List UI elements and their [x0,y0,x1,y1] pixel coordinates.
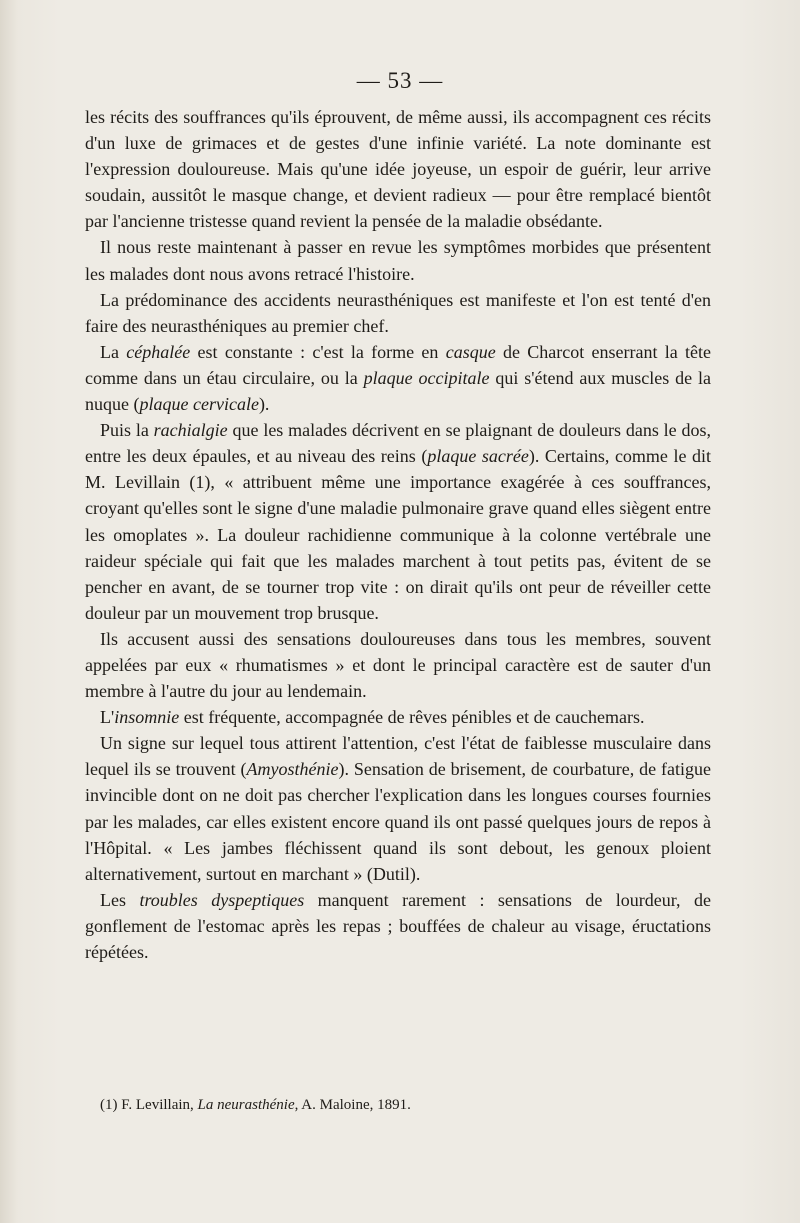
text-run: de Charcot enserrant la tête comme dans un étau circulaire, ou la [85,341,712,388]
italic-term: Amyosthénie [246,759,339,780]
paragraph [85,417,711,626]
italic-term: plaque occipitale [363,367,490,388]
text-run: manquent rarement : sensations de lourdeur, de gonflement de l'estomac après les repas ; bouffées de chaleur au visage, éructations répétées. [85,889,711,962]
paragraph [85,104,711,234]
paragraph [85,730,711,887]
text-run: qui s'étend aux muscles de la nuque ( [85,367,712,415]
paragraph [85,704,711,730]
italic-term: plaque sacrée [427,446,529,467]
paragraph [85,287,711,339]
text-run: que les malades décrivent en se plaignant de douleurs dans le dos, entre les deux épaules, et au niveau des reins ( [85,420,711,467]
text-run: La [100,341,127,362]
italic-term: La neurasthénie [197,1097,295,1113]
italic-term: rachialgie [153,420,228,441]
text-run: les récits des souffrances qu'ils éprouvent, de même aussi, ils accompagnent ces récits d'un luxe de grimaces et de gestes d'une infinie variété. La note dominante est l'expression douloureuse. Mais qu'une idée joyeuse, un espoir de guérir, leur arrive soudain, aussitôt le masque change, et devient radieux — pour être remplacé bientôt par l'ancienne tristesse quand revient la pensée de la maladie obsédante. [85,107,711,232]
italic-term: plaque cervicale [139,394,259,415]
text-run: Puis la [100,420,154,441]
text-run: (1) F. Levillain, [100,1097,198,1113]
paragraph [85,626,711,704]
italic-term: céphalée [126,341,191,362]
italic-term: insomnie [114,707,180,728]
text-run: est fréquente, accompagnée de rêves pénibles et de cauchemars. [179,707,645,728]
text-run: Ils accusent aussi des sensations douloureuses dans tous les membres, souvent appelées par eux « rhumatismes » et dont le principal caractère est de sauter d'un membre à l'autre du jour au lendemain. [85,628,711,702]
text-run: L' [100,707,115,728]
text-run: ). Certains, comme le dit M. Levillain (1), « attribuent même une importance exagérée à ces souffrances, croyant qu'elles sont le signe d'une maladie pulmonaire grave quand elles siègent entre les omoplates ». La douleur rachidienne communique à la colonne vertébrale une raideur spéciale qui fait que les malades marchent à tout petits pas, évitent de se pencher en avant, de se tourner trop vite : on dirait qu'ils ont peur de réveiller cette douleur par un mouvement trop brusque. [85,446,712,623]
text-run: Il nous reste maintenant à passer en revue les symptômes morbides que présentent les malades dont nous avons retracé l'histoire. [85,237,711,284]
text-run: ). Sensation de brisement, de courbature, de fatigue invincible dont on ne doit pas chercher l'explication dans les longues courses fournies par les malades, car elles existent encore quand ils ont passé quelques jours de repos à l'Hôpital. « Les jambes fléchissent quand ils sont debout, les genoux ploient alternativement, surtout en marchant » (Dutil). [85,759,711,884]
text-run: est constante : c'est la forme en [190,341,446,362]
body-text [85,104,711,965]
text-run: La prédominance des accidents neurasthéniques est manifeste et l'on est tenté d'en faire des neurasthéniques au premier chef. [85,289,711,336]
italic-term: casque [445,341,496,362]
footnote [100,1095,710,1115]
text-run: Les [100,889,140,910]
text-run: Un signe sur lequel tous attirent l'attention, c'est l'état de faiblesse musculaire dans lequel ils se trouvent ( [85,733,711,780]
text-run: , A. Maloine, 1891. [294,1097,411,1113]
text-run: ). [258,394,270,415]
italic-term: troubles dyspeptiques [139,889,305,910]
paragraph [85,234,711,286]
paragraph [85,339,711,417]
paragraph [85,887,711,965]
page-number: — 53 — [356,68,444,93]
